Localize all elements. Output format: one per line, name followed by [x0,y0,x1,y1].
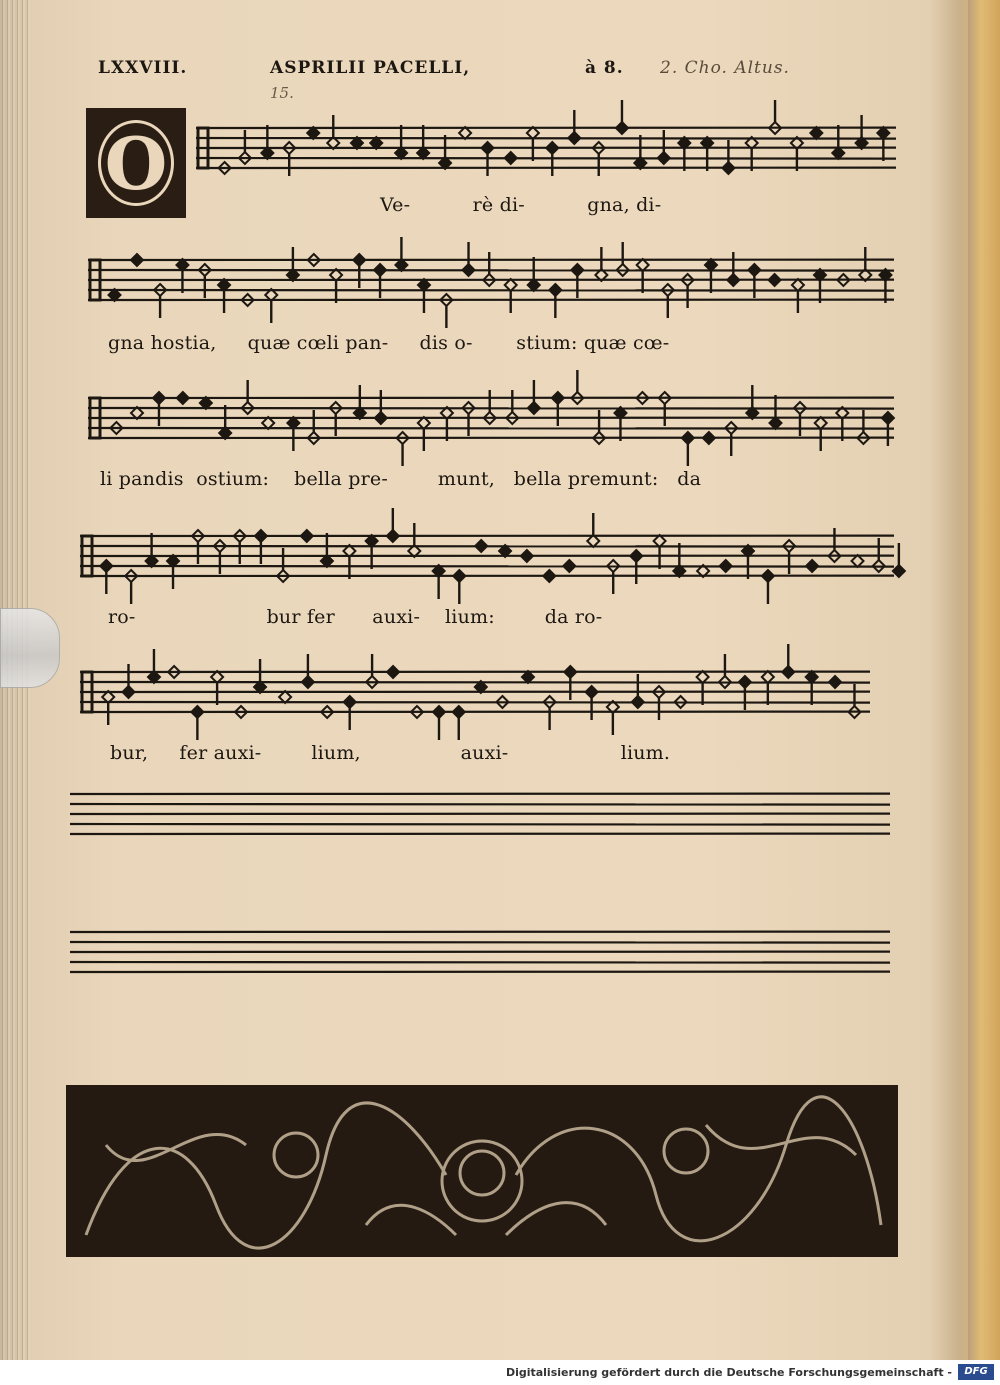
note [769,274,781,286]
note [395,237,407,271]
note [673,543,685,577]
note [327,115,339,149]
lyrics-system-1: Ve- rè di- gna, di- [380,194,662,216]
note [374,264,386,298]
note [856,115,868,149]
note [463,402,475,436]
note [321,533,333,567]
footer-credit: Digitalisierung gefördert durch die Deutsche Forschungsgemeinschaft - [505,1366,952,1379]
empty-staff-1 [70,786,890,850]
note [654,535,666,569]
note [748,264,760,298]
note [762,671,774,705]
note [832,125,844,159]
note [191,706,203,740]
note [146,533,158,567]
note [852,555,864,567]
note [527,127,539,161]
decorated-initial [86,108,186,218]
staff-system-4 [80,528,894,592]
note [746,137,758,171]
note [254,659,266,693]
note [791,137,803,171]
note [682,432,694,466]
note [815,417,827,451]
note [387,666,399,678]
staff-line [80,702,870,703]
note [544,696,556,730]
note [330,269,342,303]
note [879,269,891,303]
note [859,247,871,281]
note [528,257,540,291]
note [505,152,517,164]
note [177,392,189,404]
note [828,528,840,562]
note [595,247,607,281]
note [571,264,583,298]
note [417,125,429,159]
lyrics-system-5: bur, fer auxi- lium, auxi- lium. [110,742,671,764]
staff-line [88,428,894,429]
note [433,706,445,740]
note [167,555,179,589]
note [439,135,451,169]
note [343,545,355,579]
note [701,137,713,171]
note [637,259,649,293]
note [506,390,518,424]
lyrics-system-4: ro- bur fer auxi- lium: da ro- [108,606,603,628]
note [453,570,465,604]
note [607,560,619,594]
note [792,279,804,313]
note [703,432,715,444]
note [857,410,869,444]
note [366,535,378,569]
note [848,684,860,718]
note [475,540,487,552]
lyrics-system-3: li pandis ostium: bella pre- munt, bella premunt: da [100,468,702,490]
initial-letter: O [104,120,168,206]
note [746,385,758,419]
staff-line [70,804,890,805]
note [739,676,751,710]
note [543,570,555,582]
note [893,543,905,577]
note [769,100,781,134]
note [344,696,356,730]
note [662,284,674,318]
note [395,125,407,159]
note [418,417,430,451]
note [634,135,646,169]
note [354,385,366,419]
note [829,676,841,688]
note [770,395,782,429]
staff-line [80,566,894,567]
staff-line [70,962,890,963]
choir-voice-label: 2. Cho. Altus. [660,58,790,78]
note [593,410,605,444]
staff-line [196,158,896,159]
note [131,254,143,266]
digitization-footer [0,1360,1000,1385]
staff-system-1 [196,120,896,184]
note [176,259,188,293]
note [697,671,709,705]
note [587,513,599,547]
note [678,137,690,171]
staff-system-3 [88,390,894,454]
note [762,570,774,604]
note [722,140,734,174]
note [505,279,517,313]
woodcut-ornament-band [66,1085,898,1257]
note [261,125,273,159]
note [877,127,889,161]
note [836,407,848,441]
note [453,706,465,740]
note [287,247,299,281]
author-heading: ASPRILII PACELLI, [270,58,471,78]
note [563,560,575,572]
note [810,127,822,139]
note [211,671,223,705]
note [806,560,818,572]
note [418,279,430,313]
note [720,560,732,572]
note [814,269,826,303]
note [387,508,399,542]
note [218,279,230,313]
note [441,407,453,441]
folio-number: LXXVIII. [98,58,188,78]
note [433,565,445,599]
note [705,259,717,293]
handwritten-number: 15. [270,84,294,102]
dfg-logo: DFG [958,1364,994,1380]
note [375,390,387,424]
note [727,252,739,286]
note [794,402,806,436]
note [742,545,754,579]
note [614,407,626,441]
voice-count: à 8. [585,58,624,78]
note [607,701,619,735]
staff-system-5 [80,664,870,728]
note [219,405,231,439]
note [301,530,313,542]
staff-line [196,138,896,139]
note [287,417,299,451]
empty-staff-2 [70,924,890,988]
note [148,649,160,683]
note [549,284,561,318]
note [725,422,737,456]
note [616,100,628,134]
note [521,550,533,562]
staff-line [70,942,890,943]
staff-system-2 [88,252,894,316]
lyrics-system-2: gna hostia, quæ cœli pan- dis o- stium: quæ cœ- [108,332,670,354]
note [782,644,794,678]
note [806,671,818,705]
note [571,370,583,404]
note [783,540,795,574]
staff-line [70,824,890,825]
note [265,289,277,323]
note [102,691,114,725]
staff-line [88,290,894,291]
staff-line [88,408,894,409]
note [408,523,420,557]
